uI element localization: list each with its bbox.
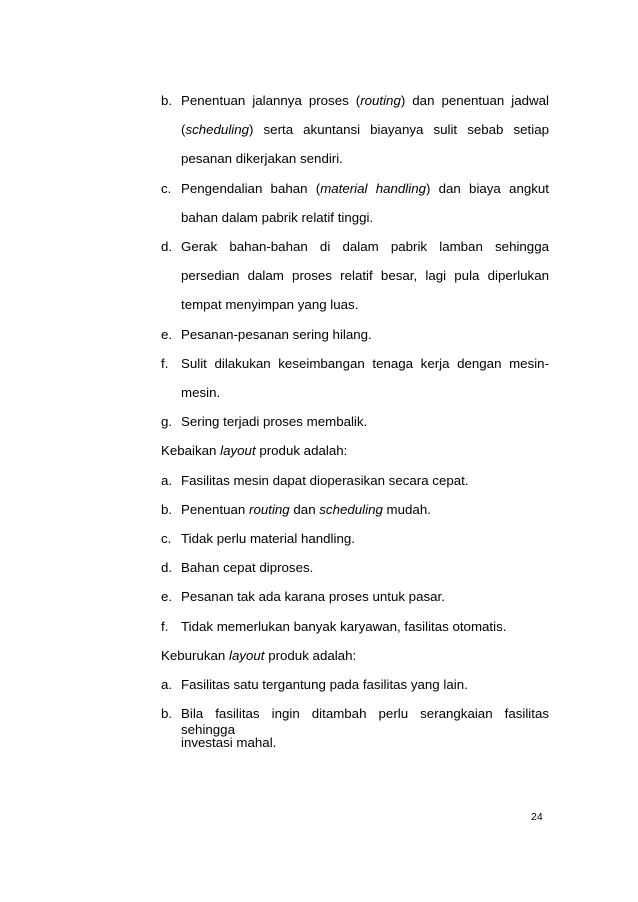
text-run: produk adalah: bbox=[255, 443, 348, 459]
kebaikan-item-marker: a. bbox=[161, 472, 173, 488]
text-run: Gerak bahan-bahan di dalam pabrik lamban sehingga bbox=[181, 239, 549, 254]
text-run: Kebaikan bbox=[161, 443, 221, 459]
text-run: Pesanan-pesanan sering hilang. bbox=[181, 326, 372, 342]
kebaikan-item-line bbox=[181, 619, 506, 635]
italic-term: scheduling bbox=[185, 122, 250, 138]
list-item-marker: g. bbox=[161, 414, 173, 430]
list-item-line bbox=[181, 239, 549, 255]
list-item-line bbox=[181, 414, 367, 430]
text-run: pesanan dikerjakan sendiri. bbox=[181, 151, 343, 167]
text-run: Sulit dilakukan keseimbangan tenaga kerja dengan mesin- bbox=[181, 355, 549, 371]
italic-term: routing bbox=[360, 93, 401, 108]
kebaikan-item-marker: b. bbox=[161, 501, 173, 517]
keburukan-item-marker: a. bbox=[161, 677, 173, 692]
list-item-line bbox=[181, 268, 549, 284]
kebaikan-item-line bbox=[181, 502, 431, 518]
kebaikan-item-marker: c. bbox=[161, 531, 172, 546]
text-run: mesin. bbox=[181, 385, 221, 400]
list-item-line bbox=[181, 151, 343, 167]
italic-term: material handling bbox=[320, 180, 426, 196]
keburukan-item-marker: b. bbox=[161, 706, 173, 722]
text-run: tempat menyimpan yang luas. bbox=[181, 297, 359, 313]
list-item-marker: c. bbox=[161, 180, 172, 196]
text-run: mudah. bbox=[382, 501, 431, 517]
list-item-line bbox=[181, 93, 549, 109]
text-run: dan bbox=[289, 501, 320, 517]
keburukan-item-line bbox=[181, 706, 549, 738]
page-number: 24 bbox=[531, 811, 543, 823]
kebaikan-item-marker: e. bbox=[161, 589, 173, 605]
text-run: Fasilitas mesin dapat dioperasikan secara cepat. bbox=[181, 472, 469, 488]
keburukan-heading bbox=[161, 648, 549, 664]
list-item-marker: f. bbox=[161, 355, 169, 371]
list-item-marker: d. bbox=[161, 239, 173, 254]
list-item-line bbox=[181, 122, 549, 138]
italic-term: layout bbox=[220, 443, 256, 459]
text-run: ( bbox=[181, 122, 186, 138]
list-item-marker: b. bbox=[161, 93, 173, 108]
text-run: produk adalah: bbox=[264, 647, 357, 663]
kebaikan-item-line bbox=[181, 560, 313, 576]
text-run: investasi mahal. bbox=[181, 735, 277, 751]
text-run: persedian dalam proses relatif besar, lagi pula diperlukan bbox=[181, 268, 549, 284]
text-run: Penentuan bbox=[181, 501, 250, 517]
list-item-line bbox=[181, 181, 549, 197]
text-run: Pesanan tak ada karana proses untuk pasar. bbox=[181, 589, 445, 605]
text-run: Penentuan jalannya proses ( bbox=[181, 93, 361, 108]
list-item-line bbox=[181, 356, 549, 372]
text-run: bahan dalam pabrik relatif tinggi. bbox=[181, 209, 374, 225]
keburukan-item-line bbox=[181, 735, 276, 751]
text-run: Sering terjadi proses membalik. bbox=[181, 414, 368, 430]
kebaikan-heading bbox=[161, 443, 549, 459]
kebaikan-item-line bbox=[181, 589, 445, 605]
text-run: Pengendalian bahan ( bbox=[181, 180, 321, 196]
list-item-line bbox=[181, 327, 372, 343]
text-run: Tidak perlu material handling. bbox=[181, 531, 355, 546]
text-run: ) serta akuntansi biayanya sulit sebab setiap bbox=[249, 122, 549, 138]
text-run: Tidak memerlukan banyak karyawan, fasilitas otomatis. bbox=[181, 618, 507, 634]
text-run: Fasilitas satu tergantung pada fasilitas yang lain. bbox=[181, 677, 468, 692]
list-item-line bbox=[181, 210, 373, 226]
kebaikan-item-marker: d. bbox=[161, 560, 173, 576]
list-item-line bbox=[181, 385, 220, 401]
list-item-line bbox=[181, 297, 358, 313]
text-run: Bila fasilitas ingin ditambah perlu serangkaian fasilitas sehingga bbox=[181, 706, 549, 738]
list-item-marker: e. bbox=[161, 326, 173, 342]
italic-term: scheduling bbox=[319, 501, 383, 517]
keburukan-item-line bbox=[181, 677, 468, 693]
text-run: Bahan cepat diproses. bbox=[181, 560, 314, 576]
italic-term: routing bbox=[249, 501, 290, 517]
kebaikan-item-line bbox=[181, 473, 469, 489]
kebaikan-item-marker: f. bbox=[161, 618, 169, 634]
text-run: ) dan penentuan jadwal bbox=[400, 93, 549, 108]
italic-term: layout bbox=[229, 647, 265, 663]
text-run: Keburukan bbox=[161, 647, 230, 663]
text-run: ) dan biaya angkut bbox=[425, 180, 549, 196]
kebaikan-item-line bbox=[181, 531, 355, 547]
